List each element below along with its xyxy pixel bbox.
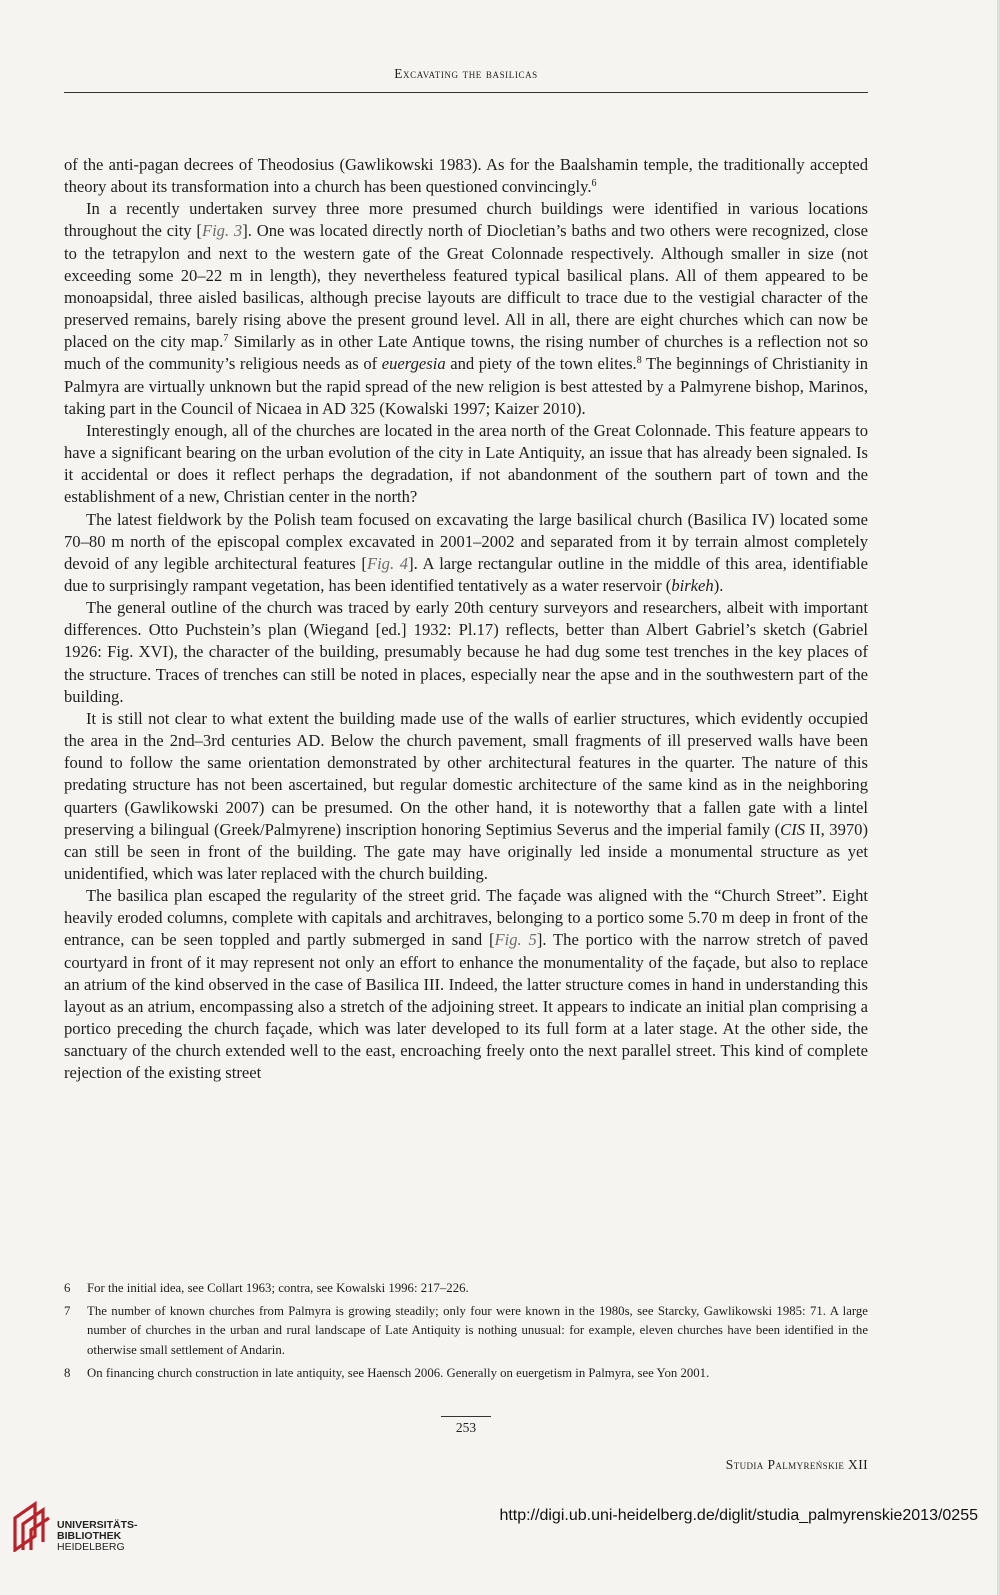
paragraph xyxy=(64,597,868,708)
footnote-text: For the initial idea, see Collart 1963; contra, see Kowalski 1996: 217–226. xyxy=(87,1281,469,1295)
source-url-link[interactable]: http://digi.ub.uni-heidelberg.de/diglit/studia_palmyrenskie2013/0255 xyxy=(499,1507,978,1524)
text-span: The basilica plan escaped the regularity of the street grid. The façade was aligned with the “Church Street”. Eight heavily eroded columns, complete with capitals and architraves, belonging to a portico some 5.70 m deep in front of the entrance, can be seen toppled and partly submerged in sand [ xyxy=(64,886,868,950)
italic-term: birkeh xyxy=(671,575,714,595)
footnote-ref[interactable]: 6 xyxy=(591,178,597,190)
footnote-ref[interactable]: 7 xyxy=(223,333,229,345)
footnote-text: The number of known churches from Palmyra is growing steadily; only four were known in the 1980s, see Starcky, Gawlikowski 1985: 71. A large number of churches in the urban and rural landscape of Late Antiquity is nothing unusual: for example, eleven churches have been identified in the otherwise small settlement of Andarin. xyxy=(87,1304,868,1357)
library-name-line: HEIDELBERG xyxy=(57,1541,125,1553)
text-span: The general outline of the church was traced by early 20th century surveyors and researchers, albeit with important differences. Otto Puchstein’s plan (Wiegand [ed.] 1932: Pl.17) reflects, better than Albert Gabriel’s sketch (Gabriel 1926: Fig. XVI), the character of the building, presumably because he had dug some test trenches in the key places of the structure. Traces of trenches can still be noted in places, especially near the apse and in the southwestern part of the building. xyxy=(64,598,868,706)
text-span: of the anti-pagan decrees of Theodosius (Gawlikowski 1983). As for the Baalshamin temple, the traditionally accepted theory about its transformation into a church has been questioned convincingly. xyxy=(64,155,868,197)
text-span: Similarly as in other Late Antique towns, the rising number of churches is a reflection not so much of the community’s religious needs as of xyxy=(64,332,868,374)
paragraph xyxy=(64,420,868,509)
footnote xyxy=(64,1364,868,1383)
footnote-number: 7 xyxy=(64,1304,71,1319)
library-name[interactable] xyxy=(57,1520,138,1553)
text-span: In a recently undertaken survey three more presumed church buildings were identified in various locations throughout the city [ xyxy=(64,199,868,241)
text-span: ]. The portico with the narrow stretch of paved courtyard in front of it may represent not only an effort to enhance the monumentality of the façade, but also to replace an atrium of the kind observed in the case of Basilica III. Indeed, the latter structure comes in hand in understanding this layout as an atrium, encompassing also a stretch of the adjoining street. It appears to indicate an initial plan comprising a portico preceding the church façade, which was later developed to its full form at a later stage. At the other side, the sanctuary of the church extended well to the east, encroaching freely onto the next parallel street. This kind of complete rejection of the existing street xyxy=(64,930,869,1083)
text-span: ]. A large rectangular outline in the middle of this area, identifiable due to surprisingly rampant vegetation, has been identified tentatively as a water reservoir ( xyxy=(64,553,868,595)
text-span: II, 3970) can still be seen in front of the building. The gate may have originally led inside a monumental structure as yet unidentified, which was later replaced with the church building. xyxy=(64,819,868,883)
italic-term: euergesia xyxy=(381,354,446,374)
paragraph xyxy=(64,708,868,885)
footnote-text: On financing church construction in late antiquity, see Haensch 2006. Generally on euergetism in Palmyra, see Yon 2001. xyxy=(87,1365,710,1380)
figure-ref[interactable]: Fig. 5 xyxy=(494,930,537,950)
body-text xyxy=(64,154,868,1085)
footnote xyxy=(64,1279,868,1298)
footnote-number: 6 xyxy=(64,1281,71,1295)
footnote-ref[interactable]: 8 xyxy=(636,355,642,367)
header-rule xyxy=(64,92,868,93)
running-head: Excavating the basilicas xyxy=(394,66,538,81)
paragraph xyxy=(64,198,868,420)
page-number: 253 xyxy=(455,1420,477,1435)
journal-title: Studia Palmyreńskie XII xyxy=(725,1457,868,1472)
figure-ref[interactable]: Fig. 3 xyxy=(201,221,243,241)
text-span: and piety of the town elites. xyxy=(445,354,637,374)
library-name-line: UNIVERSITÄTS- xyxy=(57,1519,138,1531)
page-number-rule xyxy=(441,1416,491,1417)
paragraph xyxy=(64,509,868,598)
footnote-number: 8 xyxy=(64,1365,71,1380)
paragraph xyxy=(64,885,868,1084)
italic-term: CIS xyxy=(780,819,806,839)
text-span: It is still not clear to what extent the building made use of the walls of earlier structures, which evidently occupied the area in the 2nd–3rd centuries AD. Below the church pavement, small fragments of ill preserved walls have been found to follow the same orientation demonstrated by other architectural features in the quarter. The nature of this predating structure has not been ascertained, but regular domestic architecture of the same kind as in the neighboring quarters (Gawlikowski 2007) can be presumed. On the other hand, it is noteworthy that a fallen gate with a lintel preserving a bilingual (Greek/Palmyrene) inscription honoring Septimius Severus and the imperial family ( xyxy=(64,708,868,839)
text-span: Interestingly enough, all of the churches are located in the area north of the Great Colonnade. This feature appears to have a significant bearing on the urban evolution of the city in Late Antiquity, an issue that has already been signaled. Is it accidental or does it reflect perhaps the degradation, if not abandonment of the southern part of town and the establishment of a new, Christian center in the north? xyxy=(64,420,868,507)
text-span: The beginnings of Christianity in Palmyra are virtually unknown but the rapid spread of the new religion is best attested by a Palmyrene bishop, Marinos, taking part in the Council of Nicaea in AD 325 (Kowalski 1997; Kaizer 2010). xyxy=(64,354,868,418)
figure-ref[interactable]: Fig. 4 xyxy=(366,553,409,573)
library-name-line: BIBLIOTHEK xyxy=(57,1530,122,1542)
library-logo-icon[interactable] xyxy=(9,1500,51,1552)
footnote xyxy=(64,1302,868,1360)
text-span: ]. One was located directly north of Diocletian’s baths and two others were recognized, close to the tetrapylon and next to the western gate of the Great Colonnade respectively. Although smaller in size (not exceeding some 20–22 m in length), they nevertheless featured typical basilical plans. All of them appeared to be monoapsidal, three aisled basilicas, although precise layouts are difficult to trace due to the vestigial character of the preserved remains, barely rising above the present ground level. All in all, there are eight churches which can now be placed on the city map. xyxy=(64,221,868,352)
footnotes xyxy=(64,1279,868,1387)
text-span: The latest fieldwork by the Polish team focused on excavating the large basilical church (Basilica IV) located some 70–80 m north of the episcopal complex excavated in 2001–2002 and separated from it by terrain almost completely devoid of any legible architectural features [ xyxy=(64,509,868,573)
paragraph xyxy=(64,154,868,198)
text-span: ). xyxy=(713,575,724,595)
